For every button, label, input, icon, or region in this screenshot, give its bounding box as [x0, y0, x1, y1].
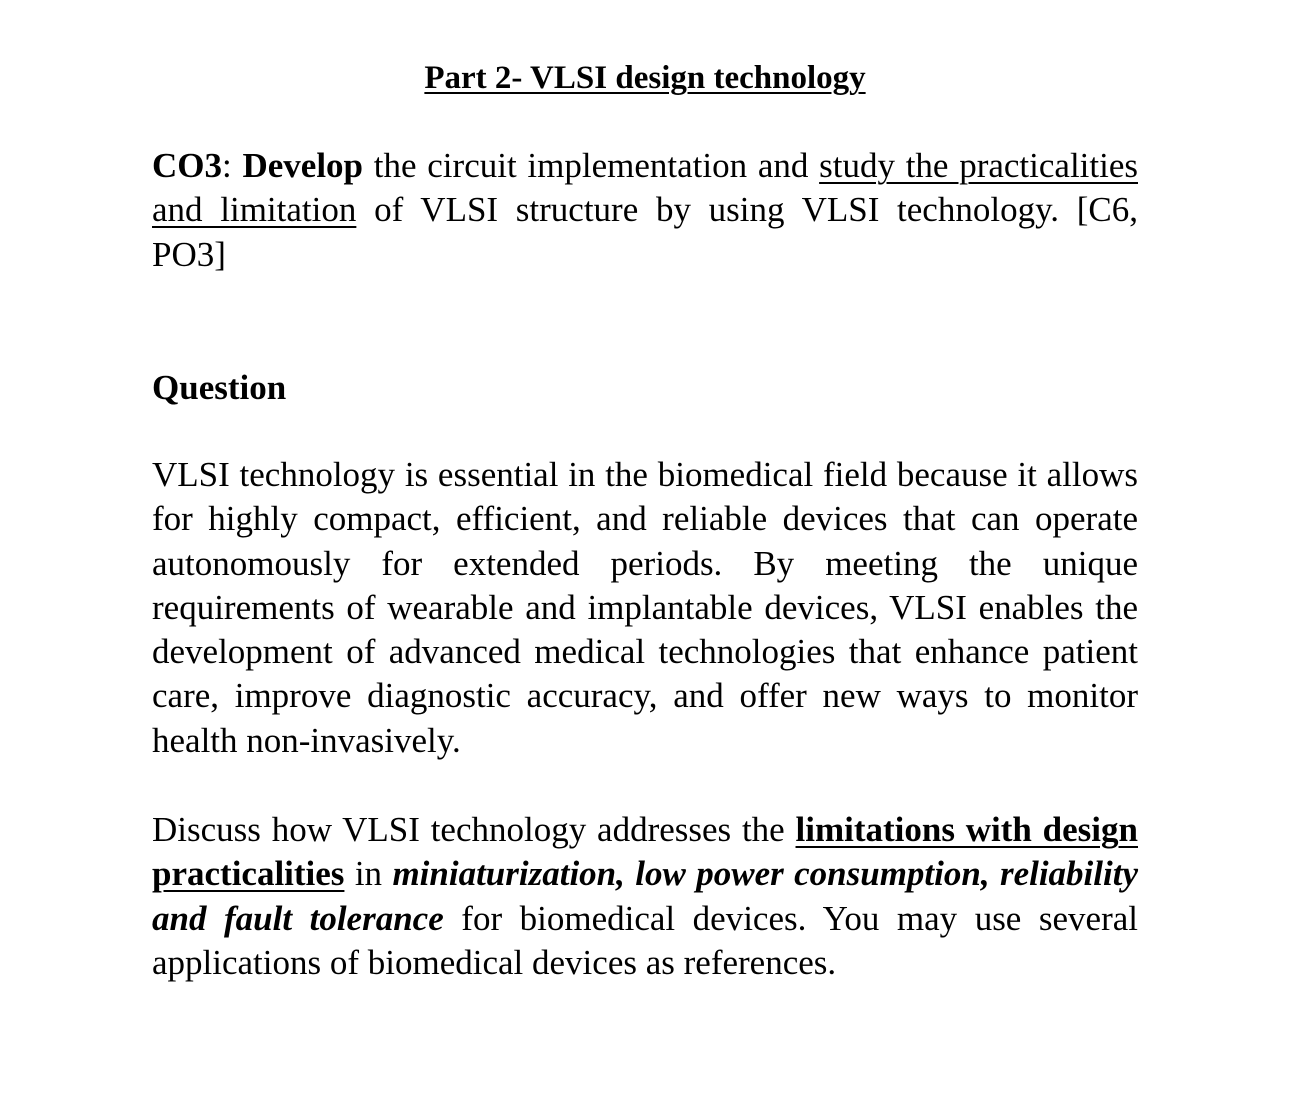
question-heading: Question [152, 368, 287, 407]
question-ending: for biomedical devices. You may use several applications of biomedical devices as references. [152, 898, 1138, 982]
course-outcome-text-1: the circuit implementation and [363, 146, 820, 185]
course-outcome-code: CO3 [152, 146, 222, 185]
question-intro: Discuss how VLSI technology addresses the [152, 810, 796, 849]
question-paragraph-2 [152, 808, 1138, 985]
course-outcome-separator: : [222, 146, 232, 185]
question-paragraph-1: VLSI technology is essential in the biomedical field because it allows for highly compact, efficient, and reliable devices that can operate autonomously for extended periods. By meeting the unique requirements of wearable and implantable devices, VLSI enables the development of advanced medical technologies that enhance patient care, improve diagnostic accuracy, and offer new ways to monitor health non-invasively. [152, 455, 1138, 760]
course-outcome-verb: Develop [242, 146, 364, 185]
section-title-text: Part 2- VLSI design technology [424, 60, 866, 96]
course-outcome-statement [152, 144, 1138, 277]
question-emphasis-italic: miniaturization, low power consumption, reliability and fault tolerance [152, 854, 1138, 938]
question-emphasis-underlined: limitations with design practicalities [152, 810, 1138, 894]
course-outcome-underlined: study the practicalities and limitation [152, 146, 1138, 230]
course-outcome-text-2: of VLSI structure by using VLSI technology. [C6, PO3] [152, 190, 1139, 274]
section-title [152, 58, 1138, 98]
question-middle: in [344, 854, 393, 894]
